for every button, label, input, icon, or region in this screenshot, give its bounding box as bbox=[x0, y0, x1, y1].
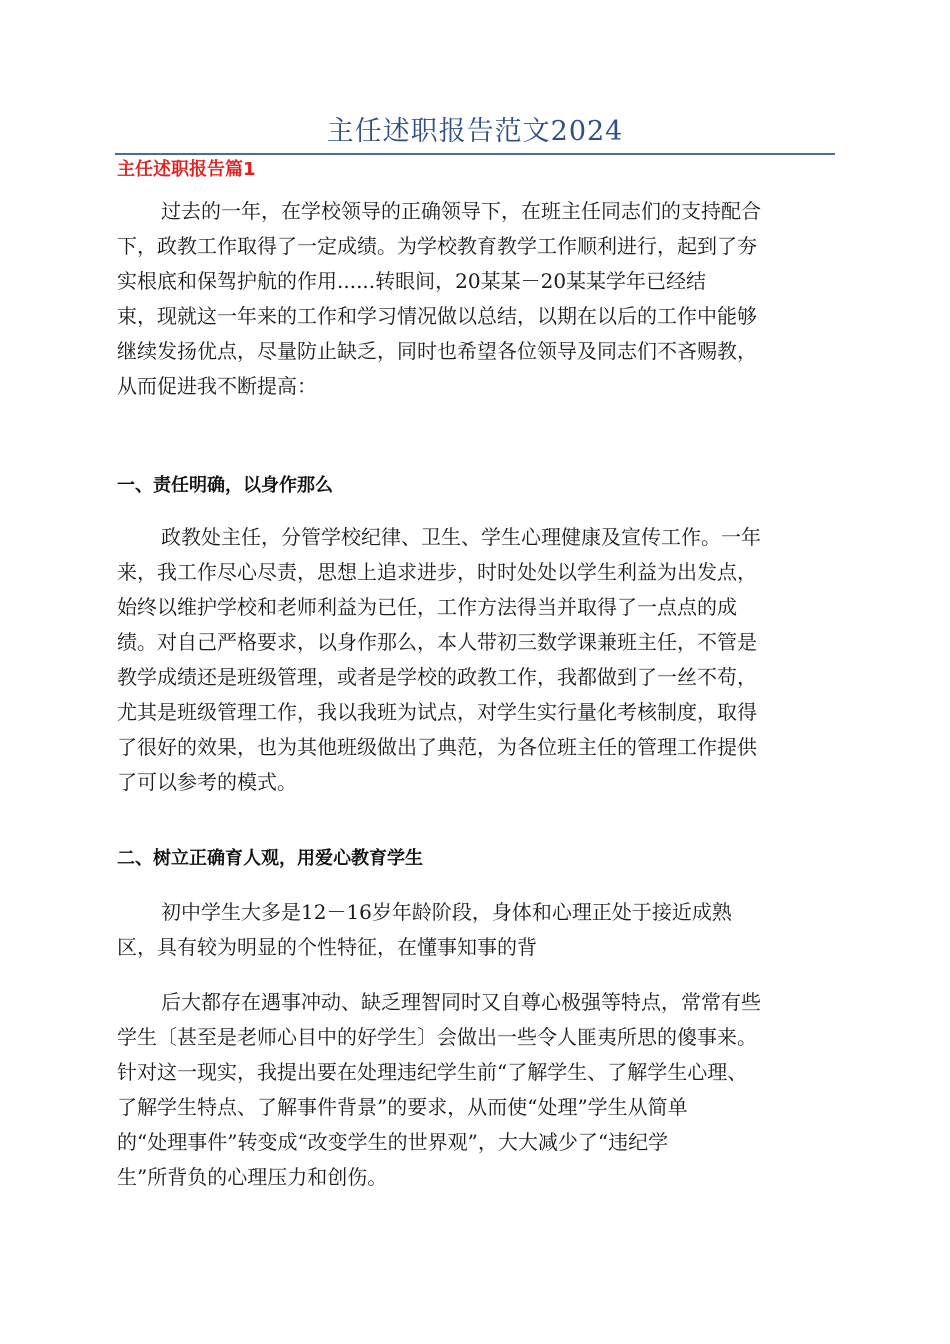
paragraph-line: 继续发扬优点，尽量防止缺乏，同时也希望各位领导及同志们不吝赐教， bbox=[117, 339, 757, 363]
handling-paragraph bbox=[117, 985, 837, 1195]
paragraph-line: 了很好的效果，也为其他班级做出了典范，为各位班主任的管理工作提供 bbox=[117, 735, 757, 759]
heading-education-view: 二、树立正确育人观，用爱心教育学生 bbox=[117, 848, 423, 869]
paragraph-line: 绩。对自己严格要求，以身作那么，本人带初三数学课兼班主任，不管是 bbox=[117, 630, 757, 654]
title-underline bbox=[115, 153, 835, 155]
paragraph-line: 尤其是班级管理工作，我以我班为试点，对学生实行量化考核制度，取得 bbox=[117, 700, 757, 724]
paragraph-line: 过去的一年，在学校领导的正确领导下，在班主任同志们的支持配合 bbox=[161, 199, 761, 223]
paragraph-line: 区，具有较为明显的个性特征，在懂事知事的背 bbox=[117, 935, 537, 959]
paragraph-line: 始终以维护学校和老师利益为已任，工作方法得当并取得了一点点的成 bbox=[117, 595, 737, 619]
paragraph-line: 束，现就这一年来的工作和学习情况做以总结，以期在以后的工作中能够 bbox=[117, 304, 757, 328]
document-title: 主任述职报告范文2024 bbox=[326, 116, 624, 147]
paragraph-line: 了可以参考的模式。 bbox=[117, 770, 297, 794]
section-heading: 主任述职报告篇1 bbox=[117, 159, 256, 180]
paragraph-line: 针对这一现实，我提出要在处理违纪学生前“了解学生、了解学生心理、 bbox=[117, 1060, 748, 1084]
paragraph-line: 教学成绩还是班级管理，或者是学校的政教工作，我都做到了一丝不苟， bbox=[117, 665, 757, 689]
paragraph-line: 政教处主任，分管学校纪律、卫生、学生心理健康及宣传工作。一年 bbox=[161, 525, 761, 549]
paragraph-line: 实根底和保驾护航的作用......转眼间，20某某－20某某学年已经结 bbox=[117, 269, 707, 293]
paragraph-line: 来，我工作尽心尽责，思想上追求进步，时时处处以学生利益为出发点， bbox=[117, 560, 757, 584]
heading-responsibility: 一、责任明确，以身作那么 bbox=[117, 475, 333, 496]
paragraph-line: 后大都存在遇事冲动、缺乏理智同时又自尊心极强等特点，常常有些 bbox=[161, 990, 761, 1014]
paragraph-line: 了解学生特点、了解事件背景”的要求，从而使“处理”学生从简单 bbox=[117, 1095, 688, 1119]
paragraph-line: 学生〔甚至是老师心目中的好学生〕会做出一些令人匪夷所思的傻事来。 bbox=[117, 1025, 757, 1049]
paragraph-line: 下，政教工作取得了一定成绩。为学校教育教学工作顺利进行，起到了夯 bbox=[117, 234, 757, 258]
paragraph-line: 从而促进我不断提高： bbox=[117, 374, 317, 398]
paragraph-line: 生”所背负的心理压力和创伤。 bbox=[117, 1165, 388, 1189]
paragraph-line: 初中学生大多是12－16岁年龄阶段，身体和心理正处于接近成熟 bbox=[161, 900, 732, 924]
age-paragraph bbox=[117, 895, 837, 965]
paragraph-line: 的“处理事件”转变成“改变学生的世界观”，大大减少了“违纪学 bbox=[117, 1130, 669, 1154]
responsibility-paragraph bbox=[117, 520, 837, 800]
intro-paragraph bbox=[117, 194, 837, 404]
